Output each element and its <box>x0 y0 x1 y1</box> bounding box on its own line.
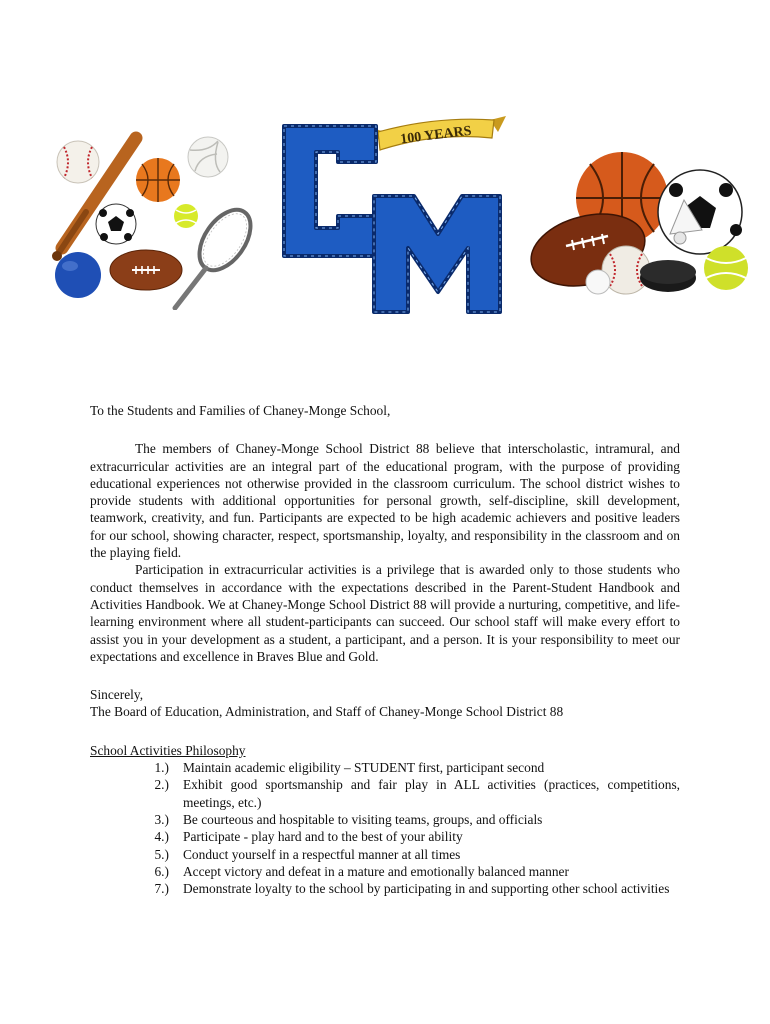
item-number: 6.) <box>154 863 169 879</box>
item-text: Be courteous and hospitable to visiting teams, groups, and officials <box>183 811 543 827</box>
letter-body <box>90 402 680 897</box>
list-item <box>90 880 680 897</box>
hockey-puck-icon <box>640 260 696 292</box>
item-text: Maintain academic eligibility – STUDENT first, participant second <box>183 760 545 776</box>
item-number: 4.) <box>154 829 169 845</box>
item-number: 3.) <box>154 811 169 827</box>
philosophy-list <box>90 759 680 897</box>
sports-equipment-left-image <box>50 130 260 310</box>
sports-equipment-right-image <box>530 150 755 300</box>
football-icon <box>110 250 182 290</box>
item-text: Participate - play hard and to the best of your ability <box>183 829 463 845</box>
item-number: 5.) <box>154 846 169 862</box>
list-item <box>90 776 680 811</box>
philosophy-title: School Activities Philosophy <box>90 742 246 758</box>
letter-paragraph-1: The members of Chaney-Monge School District 88 believe that interscholastic, intramural, and extracurricular activities are an integral part of the educational program, with the purpose of providing educational experiences not otherwise provided in the classroom curriculum. The school district wishes to provide students with additional opportunities for personal growth, self-discipline, skill development, teamwork, creativity, and fun. Participants are expected to be high academic achievers and positive leaders for our school, showing character, respect, sportsmanship, loyalty, and responsibility in the classroom and on the playing field. <box>90 441 680 561</box>
item-text: Conduct yourself in a respectful manner at all times <box>183 846 461 862</box>
baseball-icon <box>57 141 99 183</box>
tennis-ball-icon <box>704 246 748 290</box>
golf-ball-icon <box>586 270 610 294</box>
soccer-ball-icon <box>96 204 136 244</box>
item-number: 7.) <box>154 881 169 897</box>
soccer-ball-icon <box>658 170 742 254</box>
header-banner <box>0 110 770 330</box>
list-item <box>90 828 680 845</box>
letter-m-block <box>374 196 500 312</box>
school-logo <box>276 110 506 315</box>
signature: The Board of Education, Administration, and Staff of Chaney-Monge School District 88 <box>90 704 564 720</box>
volleyball-icon <box>188 137 228 177</box>
basketball-icon <box>136 158 180 202</box>
tennis-ball-icon <box>174 204 198 228</box>
list-item <box>90 759 680 776</box>
item-text: Demonstrate loyalty to the school by participating in and supporting other school activities <box>183 881 670 897</box>
list-item <box>90 811 680 828</box>
letter-paragraph-2: Participation in extracurricular activities is a privilege that is awarded only to those students who conduct themselves in accordance with the expectations described in the Parent-Student Handbook and Activities Handbook. We at Chaney-Monge School District 88 will provide a nurturing, competitive, and life-learning environment where all student-participants can succeed. Our school staff will make every effort to assist you in your development as a student, a participant, and a person. It is your responsibility to meet our expectations and excellence in Braves Blue and Gold. <box>90 562 680 664</box>
item-text: Exhibit good sportsmanship and fair play in ALL activities (practices, competitions, meetings, etc.) <box>183 777 680 810</box>
item-text: Accept victory and defeat in a mature and emotionally balanced manner <box>183 863 569 879</box>
bowling-ball-icon <box>55 252 101 298</box>
list-item <box>90 846 680 863</box>
letter-c-block <box>284 126 376 256</box>
item-number: 2.) <box>154 777 169 793</box>
list-item <box>90 863 680 880</box>
item-number: 1.) <box>154 760 169 776</box>
salutation: To the Students and Families of Chaney-Monge School, <box>90 403 391 418</box>
ribbon-text: 100 YEARS <box>399 123 473 148</box>
closing: Sincerely, <box>90 687 144 703</box>
